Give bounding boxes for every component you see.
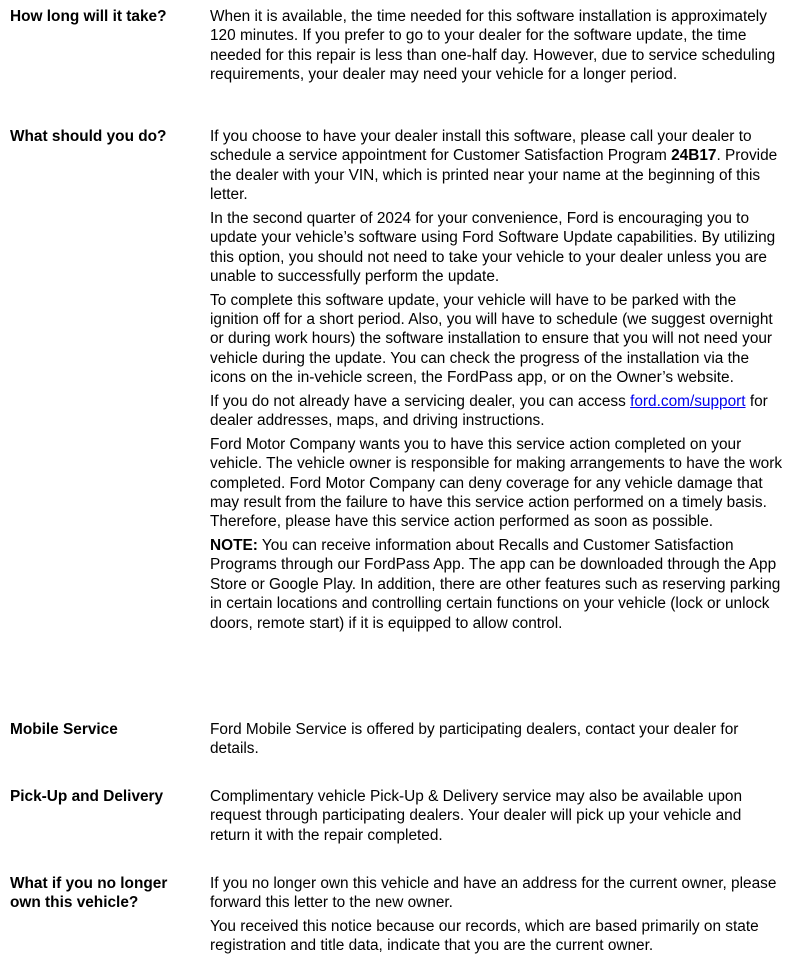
section-content-how-long [210,7,785,89]
section-label-how-long: How long will it take? [10,8,167,25]
servicing-dealer-text-end: for dealer addresses, maps, and driving instructions. [210,392,768,430]
paragraph-notice-reason: You received this notice because our records, which are based primarily on state registration and title data, indicate that you are the current owner. [210,918,759,955]
section-content-what-should-you-do [210,127,785,637]
section-label-pickup-delivery: Pick-Up and Delivery [10,788,164,805]
schedule-text-start: If you choose to have your dealer install this software, please call your dealer to schedule a service appointment for Customer Satisfaction Program [210,128,752,165]
paragraph-complete-update: To complete this software update, your vehicle will have to be parked with the ignition off for a short period. Also, you will have to schedule (we suggest overnight or during work hours) the software installation to ensure that you will not need your vehicle during the update. You can check the progress of the installation via the icons on the in-vehicle screen, the FordPass app, or on the Owner’s website. [210,291,773,387]
ford-support-link[interactable]: ford.com/support [630,392,746,410]
section-content-mobile-service [210,720,785,763]
paragraph-pickup-delivery: Complimentary vehicle Pick-Up & Delivery service may also be available upon request through participating dealers. Your dealer will pick up your vehicle and return it with the repair completed. [210,788,743,844]
servicing-dealer-text-start: If you do not already have a servicing dealer, you can access [210,392,631,410]
schedule-text-end: . Provide the dealer with your VIN, which is printed near your name at the beginning of this letter. [210,147,778,204]
paragraph-time-needed: When it is available, the time needed for this software installation is approximately 120 minutes. If you prefer to go to your dealer for the software update, the time needed for this repair is less than one-half day. However, due to service scheduling requirements, your dealer may need your vehicle for a longer period. [210,8,776,84]
paragraph-owner-responsibility: Ford Motor Company wants you to have this service action completed on your vehicle. The vehicle owner is responsible for making arrangements to have the work completed. Ford Motor Company can deny coverage for any vehicle damage that may result from the failure to have this service action performed on a timely basis. Therefore, please have this service action performed as soon as possible. [210,435,783,531]
paragraph-servicing-dealer [210,392,785,431]
paragraph-mobile-service: Ford Mobile Service is offered by participating dealers, contact your dealer for details. [210,721,739,758]
note-label: NOTE: [210,537,258,555]
section-content-pickup-delivery [210,787,785,849]
section-label-what-should-you-do: What should you do? [10,128,167,145]
paragraph-note [210,536,785,633]
program-number: 24B17 [671,147,717,165]
section-label-mobile-service: Mobile Service [10,721,118,738]
note-text: You can receive information about Recalls and Customer Satisfaction Programs through our FordPass App. The app can be downloaded through the App Store or Google Play. In addition, there are other features such as reserving parking in certain locations and controlling certain functions on your vehicle (lock or unlock doors, remote start) if it is equipped to allow control. [210,537,781,632]
paragraph-forward-letter: If you no longer own this vehicle and have an address for the current owner, please forward this letter to the new owner. [210,875,777,912]
paragraph-software-update: In the second quarter of 2024 for your convenience, Ford is encouraging you to update your vehicle’s software using Ford Software Update capabilities. By utilizing this option, you should not need to take your vehicle to your dealer unless you are unable to successfully perform the update. [210,209,776,286]
paragraph-schedule-appointment [210,127,785,205]
section-content-no-longer-own [210,874,785,960]
section-label-no-longer-own: What if you no longer own this vehicle? [10,875,168,912]
